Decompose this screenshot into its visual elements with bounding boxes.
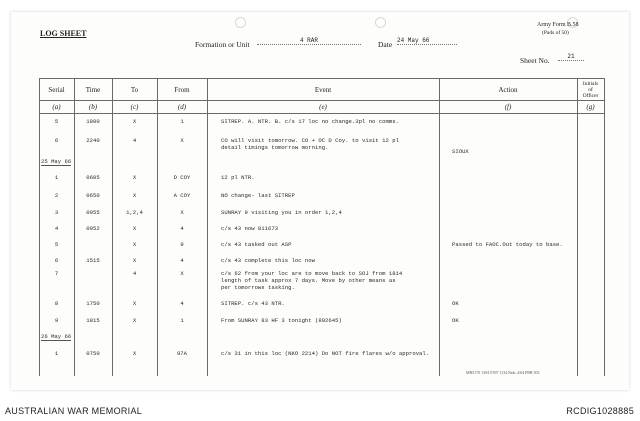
col-letter: (f)	[504, 103, 512, 111]
cell-time: 0605	[86, 174, 100, 181]
log-sheet-title: LOG SHEET	[40, 29, 87, 38]
cell-event: c/s 43 tasked out ASP	[221, 241, 292, 248]
cell-time: 1750	[86, 300, 100, 307]
cell-to: X	[132, 317, 137, 324]
sheet-number-label: Sheet No.	[520, 56, 550, 65]
cell-to: X	[132, 174, 137, 181]
header-rule	[39, 113, 605, 114]
cell-action: OK	[452, 300, 459, 307]
cell-from: 4	[180, 225, 184, 232]
cell-serial: 4	[54, 225, 59, 232]
formation-label: Formation or Unit	[195, 40, 250, 49]
cell-event: SUNRAY 9 visiting you in order 1,2,4	[221, 209, 342, 216]
pads-label: (Pads of 50)	[542, 30, 569, 36]
column-rule	[439, 78, 440, 376]
cell-to: X	[132, 241, 137, 248]
col-letter: (b)	[88, 103, 98, 111]
cell-event: c/s 43 complete this loc now	[221, 257, 315, 264]
cell-serial: 9	[54, 317, 59, 324]
cell-from: X	[180, 270, 184, 277]
date-marker: 25 May 66	[41, 158, 72, 165]
cell-serial: 1	[54, 350, 59, 357]
cell-from: 1	[180, 118, 184, 125]
cell-from: 9	[180, 241, 184, 248]
print-note: MR5170 1394 F397 1134 Pads 4/64 FBB 503	[466, 370, 540, 375]
cell-time: 0650	[86, 192, 100, 199]
col-from-heading: From	[174, 86, 190, 94]
col-serial-heading: Serial	[48, 86, 65, 94]
cell-event: per tomorrows tasking.	[221, 284, 295, 291]
cell-to: 4	[132, 137, 137, 144]
date-label: Date	[378, 40, 393, 49]
col-letter: (c)	[130, 103, 139, 111]
document-id: RCDIG1028885	[566, 406, 634, 416]
cell-time: 0952	[86, 225, 100, 232]
date-value: 24 May 66	[397, 37, 457, 45]
cell-serial: 1	[54, 174, 59, 181]
cell-serial: 5	[54, 118, 59, 125]
cell-from: D COY	[173, 174, 191, 181]
cell-to: X	[132, 225, 137, 232]
col-letter: (a)	[52, 103, 61, 111]
formation-value: 4 RAR	[257, 37, 361, 45]
cell-from: X	[180, 137, 184, 144]
col-letter: (g)	[586, 103, 595, 111]
cell-event: 12 pl NTR.	[221, 174, 255, 181]
cell-event: From SUNRAY 83 HF 3 tonight (892645)	[221, 317, 342, 324]
cell-to: X	[132, 257, 137, 264]
cell-event: c/s 62 from your loc are to move back to SOJ from 1814	[221, 270, 403, 277]
cell-action: OK	[452, 317, 459, 324]
cell-serial: 3	[54, 209, 59, 216]
cell-event: detail timings tomorrow morning.	[221, 144, 329, 151]
cell-event: SITREP. c/s 43 NTR.	[221, 300, 285, 307]
cell-from: A COY	[173, 192, 191, 199]
cell-serial: 8	[54, 300, 59, 307]
sheet-number-value: 21	[558, 53, 584, 61]
cell-from: 1	[180, 317, 184, 324]
col-letter: (e)	[319, 103, 327, 111]
table-top-border	[39, 78, 605, 79]
punch-hole	[375, 17, 386, 28]
cell-event: CO will visit tomorrow. CO + OC D Coy. to visit 12 pl	[221, 137, 399, 144]
army-form-label: Army Form B.58	[537, 22, 579, 28]
cell-from: X	[180, 209, 184, 216]
column-rule	[604, 78, 605, 376]
cell-to: X	[132, 118, 137, 125]
cell-event: length of task approx 7 days. Move by other means as	[221, 277, 396, 284]
col-to-heading: To	[130, 86, 139, 94]
log-sheet-document	[11, 12, 629, 390]
cell-from: 4	[180, 300, 184, 307]
col-letter: (d)	[177, 103, 187, 111]
institution-name: AUSTRALIAN WAR MEMORIAL	[5, 406, 143, 416]
header-rule	[39, 100, 605, 101]
col-event-heading: Event	[314, 86, 332, 94]
cell-from: 4	[180, 257, 184, 264]
col-action-heading: Action	[498, 86, 518, 94]
cell-event: NO change- last SITREP	[221, 192, 295, 199]
cell-event: c/s 43 now 811673	[221, 225, 279, 232]
cell-time: 1515	[86, 257, 100, 264]
cell-to: X	[132, 300, 137, 307]
cell-to: 1,2,4	[126, 209, 143, 216]
col-initials-heading-1: Initials	[582, 81, 599, 87]
cell-event: SITREP. A. NTR. B. c/s 17 loc no change.3pl no comms.	[221, 118, 399, 125]
punch-hole	[235, 17, 246, 28]
cell-action: Passed to FAOC.Out today to base.	[452, 241, 563, 248]
date-marker: 26 May 66	[41, 333, 72, 340]
cell-time: 1800	[86, 118, 100, 125]
column-rule	[207, 78, 208, 376]
col-initials-heading-2: of	[588, 87, 593, 93]
cell-serial: 6	[54, 257, 59, 264]
cell-to: 4	[132, 270, 137, 277]
cell-time: 0750	[86, 350, 100, 357]
archive-footer	[0, 398, 640, 421]
cell-action: SIOUX	[452, 148, 469, 155]
cell-to: X	[132, 350, 137, 357]
cell-serial: 5	[54, 241, 59, 248]
cell-time: 1815	[86, 317, 100, 324]
cell-serial: 7	[54, 270, 59, 277]
col-time-heading: Time	[85, 86, 101, 94]
cell-time: 2240	[86, 137, 100, 144]
cell-to: X	[132, 192, 137, 199]
cell-event: c/s 31 in this loc (NKO 2214) Do NOT fire flares w/o approval.	[221, 350, 430, 357]
column-rule	[577, 78, 578, 376]
col-initials-heading-3: Officer	[582, 93, 599, 99]
cell-serial: 2	[54, 192, 59, 199]
cell-from: 97A	[176, 350, 188, 357]
cell-serial: 6	[54, 137, 59, 144]
cell-time: 0955	[86, 209, 100, 216]
